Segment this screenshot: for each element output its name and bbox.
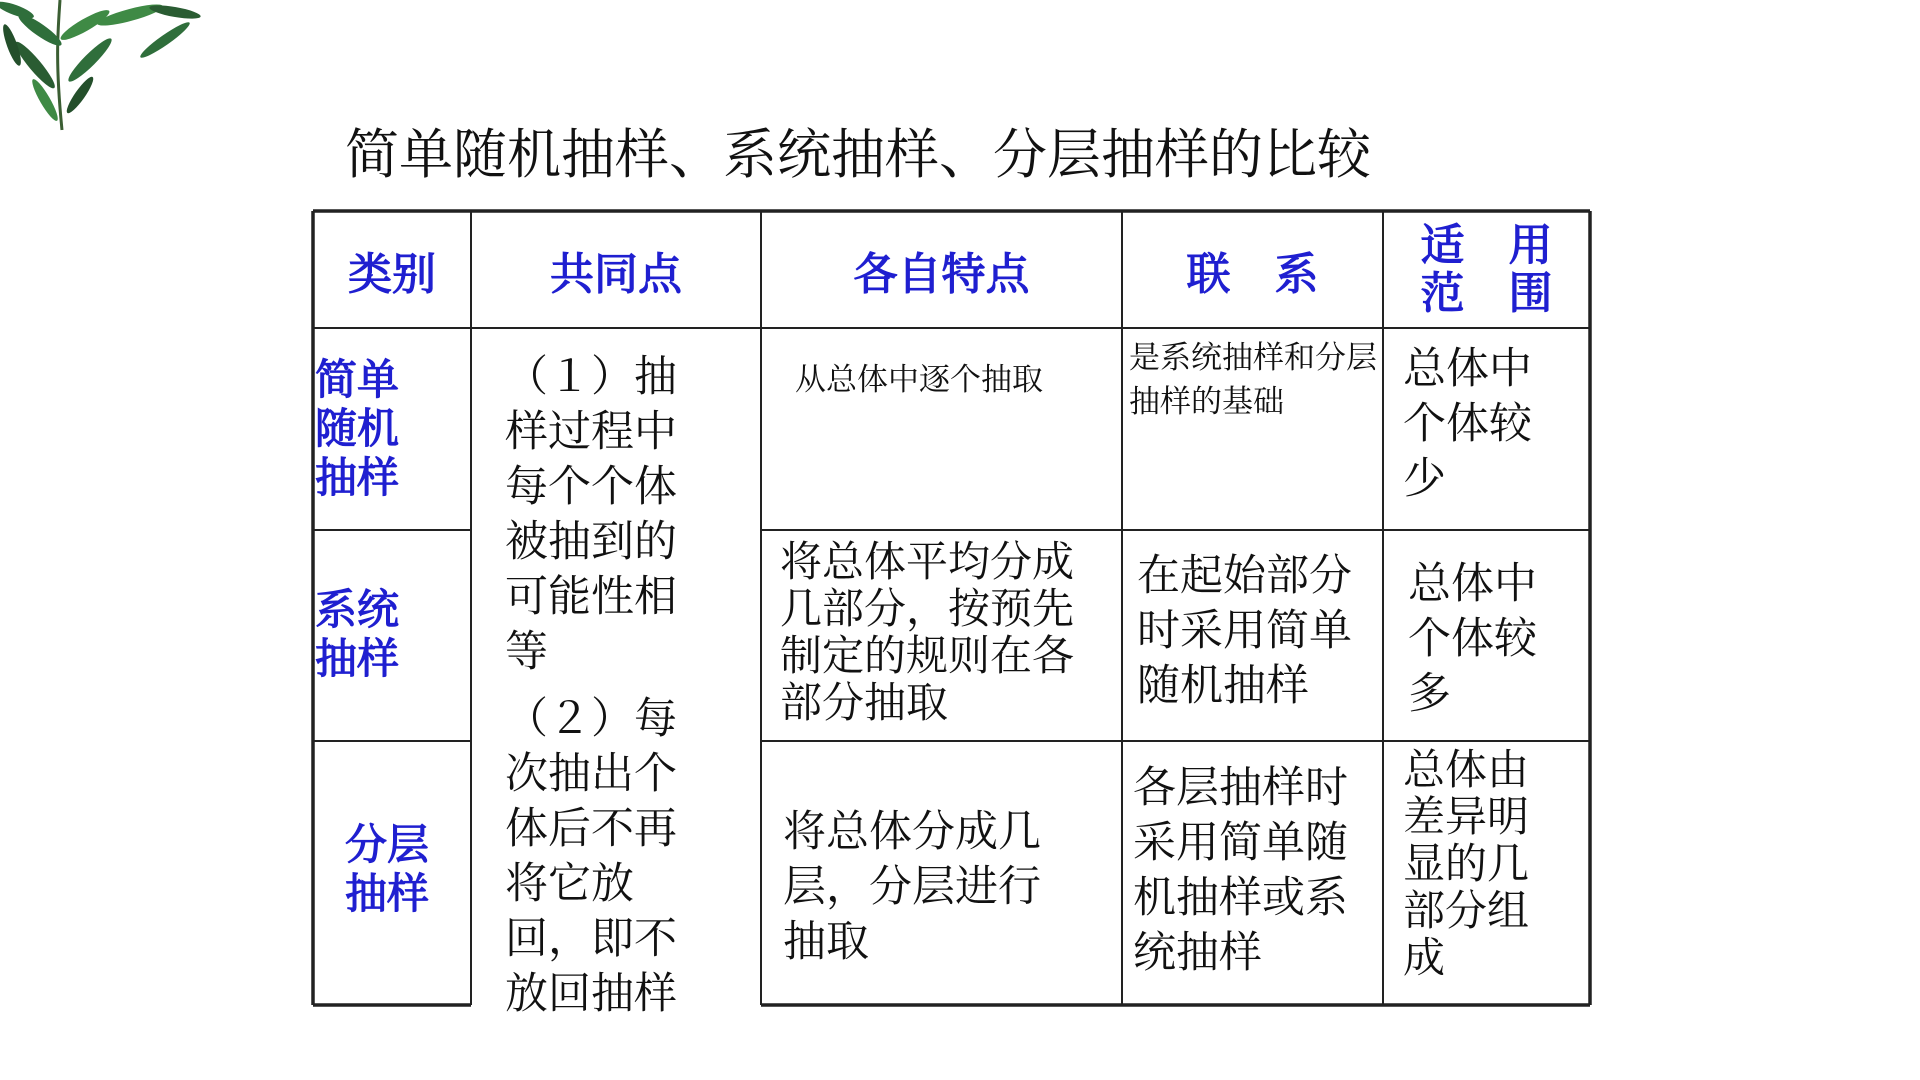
feature-simple-random: 从总体中逐个抽取 [795, 362, 1043, 398]
header-features: 各自特点 [853, 248, 1030, 300]
header-type: 类别 [348, 248, 436, 300]
header-relation: 联 系 [1186, 248, 1319, 300]
category-systematic: 系统抽样 [315, 585, 400, 683]
scope-systematic: 总体中个体较多 [1408, 559, 1537, 719]
header-scope-line2: 范 围 [1420, 267, 1553, 319]
category-stratified: 分层抽样 [345, 820, 430, 918]
scope-simple-random: 总体中个体较少 [1403, 344, 1532, 504]
scope-stratified: 总体由差异明显的几部分组成 [1403, 745, 1530, 982]
relation-systematic: 在起始部分时采用简单随机抽样 [1137, 551, 1352, 711]
common-points [505, 350, 705, 1022]
relation-simple-random: 是系统抽样和分层抽样的基础 [1129, 340, 1377, 420]
header-common: 共同点 [550, 248, 682, 300]
common-point-2: （２）每次抽出个体后不再将它放回，即不放回抽样 [505, 694, 677, 1019]
common-point-1: （１）抽样过程中每个个体被抽到的可能性相等 [505, 352, 677, 677]
feature-stratified: 将总体分成几层，分层进行抽取 [783, 807, 1041, 967]
slide-title: 简单随机抽样、系统抽样、分层抽样的比较 [345, 123, 1371, 186]
category-simple-random: 简单随机抽样 [315, 355, 400, 502]
feature-systematic: 将总体平均分成几部分，按预先制定的规则在各部分抽取 [780, 537, 1075, 727]
relation-stratified: 各层抽样时采用简单随机抽样或系统抽样 [1133, 763, 1348, 978]
header-scope [1383, 211, 1590, 328]
header-scope-line1: 适 用 [1420, 219, 1553, 271]
